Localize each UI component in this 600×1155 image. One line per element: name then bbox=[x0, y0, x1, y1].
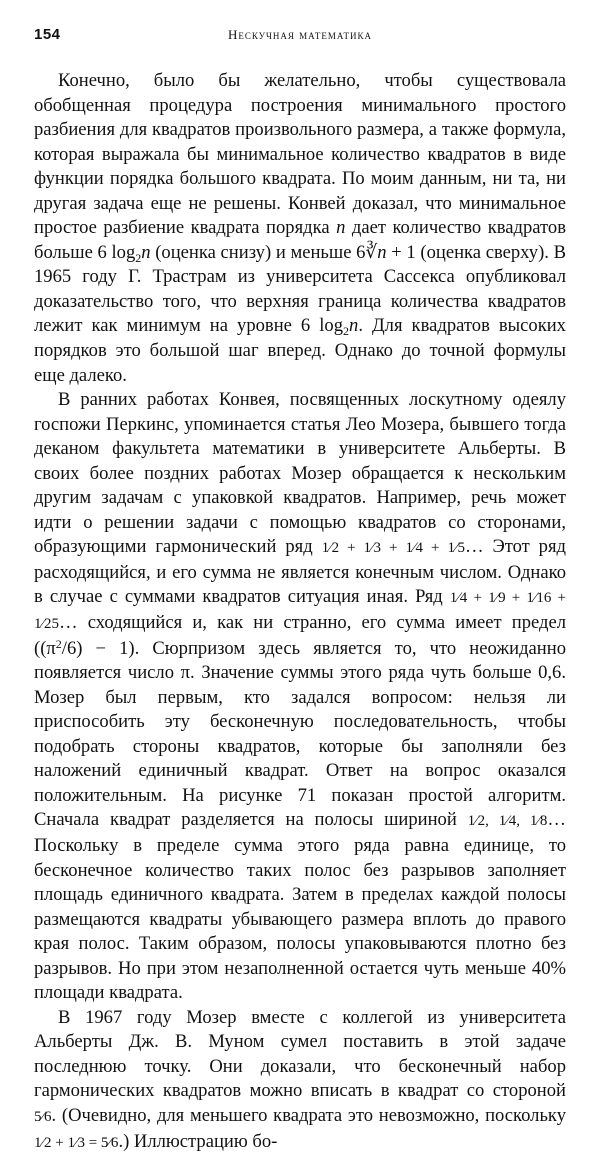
text-segment: В ранних работах Конвея, посвященных лоскутному одеялу госпожи Перкинс, упоминается статья Лео Мозера, бывшего тогда деканом факультета математики в университете Альберты. В своих более поздних работах Мозер обращается к нескольким другим задачам с упаковкой квадратов. Например, речь может идти о решении задачи с помощью квадратов со сторонами, образующими гармонический ряд bbox=[34, 389, 566, 558]
text-segment: В 1967 году Мозер вместе с коллегой из университета Альберты Дж. В. Муном сумел поставить в этой задаче последнюю точку. Они доказали, что бесконечный набор гармонических квадратов можно вписать в квадрат со стороной bbox=[34, 1006, 566, 1102]
text-segment: 5⁄6 bbox=[34, 1108, 52, 1125]
text-segment: 1⁄2 + 1⁄3 = 5⁄6 bbox=[34, 1134, 119, 1151]
text-segment: 1⁄4 + 1⁄9 + 1⁄16 + 1⁄25 bbox=[34, 590, 566, 633]
text-segment: 2 bbox=[135, 250, 142, 265]
running-title: Нескучная математика bbox=[227, 27, 373, 42]
text-segment: … Этот ряд расходящийся, и его сумма не является конечным числом. Однако в случае с суммами квадратов ситуация иная. Ряд bbox=[34, 536, 566, 608]
text-segment: . Для квадратов высоких порядков это большой шаг вперед. Однако до точной формулы еще далеко. bbox=[34, 315, 566, 386]
text-segment: + 1 (оценка сверху). В 1965 году Г. Трастрам из университета Сассекса опубликовал доказательство того, что верхняя граница количества квадратов лежит как минимум на уровне 6 log bbox=[34, 241, 566, 337]
running-header bbox=[34, 26, 566, 46]
text-segment: (оценка снизу) и меньше 6∛ bbox=[150, 241, 378, 263]
text-segment: . (Очевидно, для меньшего квадрата это невозможно, поскольку bbox=[51, 1104, 566, 1126]
text-segment: 1⁄2 + 1⁄3 + 1⁄4 + 1⁄5 bbox=[321, 540, 465, 557]
text-segment: /6) − 1). Сюрпризом здесь является то, что неожиданно появляется число π. Значение суммы этого ряда чуть больше 0,6. Мозер был первым, кто задался вопросом: нельзя ли приспособить эту бесконечную последовательность, чтобы подобрать стороны квадратов, которые бы заполняли без наложений единичный квадрат. Ответ на вопрос оказался положительным. На рисунке 71 показан простой алгоритм. Сначала квадрат разделяется на полосы шириной bbox=[34, 637, 566, 831]
text-segment: Конечно, было бы желательно, чтобы существовала обобщенная процедура построения минимального простого разбиения для квадратов произвольного размера, а также формула, которая выражала бы минимальное количество квадратов в виде функции порядка большого квадрата. По моим данным, ни та, ни другая задача еще не решены. Конвей доказал, что минимальное простое разбиение квадрата порядка bbox=[34, 70, 566, 239]
text-segment: дает количество квадратов больше 6 log bbox=[34, 217, 567, 263]
paragraph-3 bbox=[34, 1006, 566, 1155]
text-segment: n bbox=[377, 241, 387, 263]
text-segment: n bbox=[141, 241, 151, 263]
text-segment: n bbox=[349, 315, 359, 337]
text-segment: 2 bbox=[55, 636, 62, 651]
text-segment: … сходящийся и, как ни странно, его сумма имеет предел ((π bbox=[34, 612, 566, 659]
text-segment: … Поскольку в пределе сумма этого ряда равна единице, то бесконечное количество таких полос без разрывов заполняет площадь единичного квадрата. Затем в пределах каждой полосы размещаются квадраты убывающего размера вплоть до правого края полос. Таким образом, полосы упаковываются плотно без разрывов. Но при этом незаполненной остается чуть меньше 40% площади квадрата. bbox=[34, 809, 567, 1004]
paragraph-1 bbox=[34, 69, 566, 388]
page-number: 154 bbox=[34, 26, 61, 43]
text-segment: .) Иллюстрацию бо- bbox=[118, 1130, 278, 1152]
text-segment: n bbox=[336, 217, 346, 239]
text-segment: 1⁄2, 1⁄4, 1⁄8 bbox=[467, 813, 548, 830]
body-text bbox=[34, 69, 566, 1155]
paragraph-2 bbox=[34, 388, 566, 1006]
text-segment: 2 bbox=[343, 324, 350, 339]
